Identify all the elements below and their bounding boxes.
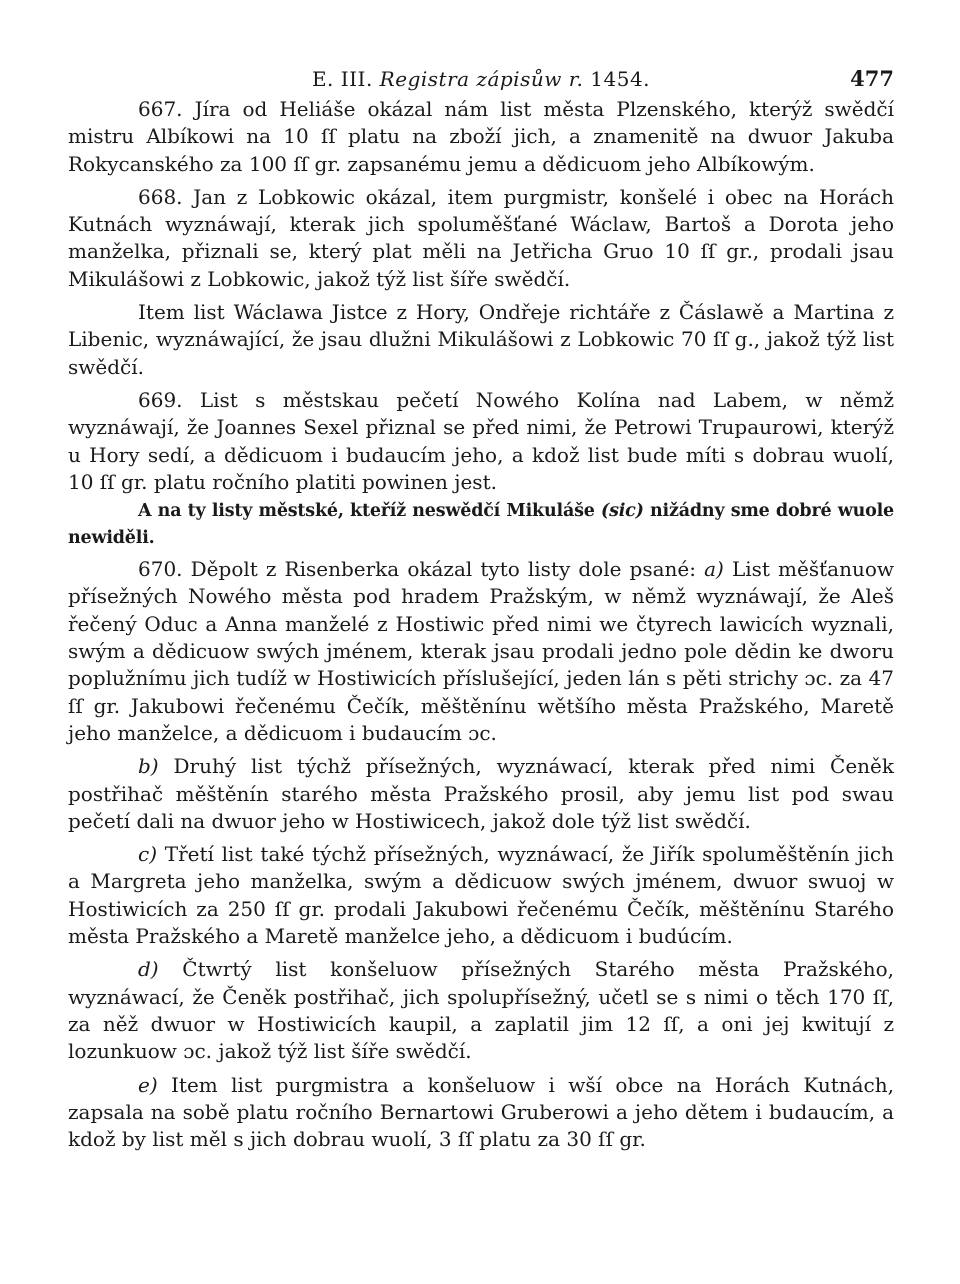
entry-text: Item list Wáclawa Jistce z Hory, Ondřeje richtáře z Čáslawě a Martina z Libenic, wyznáwající, že jsau dlužni Mikulášowi z Lobkowic 70 ſſ g., jakož týž list swědčí. <box>68 300 894 379</box>
entry-number: 669. <box>138 387 183 412</box>
year-label: 1454. <box>590 67 651 91</box>
register-title: Registra zápisůw r. <box>379 67 584 91</box>
entry-670-item-c <box>68 841 894 950</box>
entry-670-item-d <box>68 956 894 1065</box>
item-letter: a) <box>704 557 724 582</box>
entry-number: 670. <box>138 557 183 582</box>
entry-number: 668. <box>138 184 183 209</box>
item-text: Čtwrtý list konšeluow přísežných Starého města Pražského, wyznáwací, že Čeněk postřihač, jich spolupřísežný, učetl se s nimi o těch 170 ſſ, za něž dwuor w Hostiwicích kaupil, a zaplatil jim 12 ſſ, a oni jej kwitují z lozunkuow ɔc. jakož týž list šíře swědčí. <box>68 957 895 1064</box>
item-letter: c) <box>138 842 158 867</box>
item-text: List měšťanuow přísežných Nowého města pod hradem Pražským, w němž wyznáwají, že Aleš řečený Oduc a Anna manželé z Hostiwic před nimi we čtyrech lawicích wyznali, swým a dědicuow swých jménem, kterak jsau prodali jedno pole dědin ke dworu poplužnímu jich tudíž w Hostiwicích příslušející, jeden lán s pěti strichy ɔc. za 47 ſſ gr. Jakubowi řečenému Čečík, měštěnínu wětšího města Pražského, Maretě jeho manželce, a dědicuom i budaucím ɔc. <box>68 557 894 745</box>
entry-670-item-e <box>68 1072 894 1154</box>
section-label: E. III. <box>311 67 373 91</box>
entry-text: Jíra od Heliáše okázal nám list města Plzenského, kterýž swědčí mistru Albíkowi na 10 ſſ platu na zboží jich, a znamenitě na dwuor Jakuba Rokycanského za 100 ſſ gr. zapsanému jemu a dědicuom jeho Albíkowým. <box>68 97 895 176</box>
item-text: Item list purgmistra a konšeluow i wší obce na Horách Kutnách, zapsala na sobě platu ročního Bernartowi Gruberowi a jeho dětem i budaucím, a kdož by list měl s jich dobrau wuolí, 3 ſſ platu za 30 ſſ gr. <box>68 1072 894 1152</box>
marginal-note <box>68 498 894 552</box>
entry-668 <box>68 184 894 293</box>
entry-667 <box>68 96 894 178</box>
entry-text: Jan z Lobkowic okázal, item purgmistr, konšelé i obec na Horách Kutnách wyznáwají, kterak jich spoluměšťané Wáclaw, Bartoš a Dorota jeho manželka, přiznali se, který plat měli na Jetřicha Gruo 10 ſſ gr., prodali jsau Mikulášowi z Lobkowic, jakož týž list šíře swědčí. <box>68 184 895 291</box>
note-text-before: A na ty listy městské, kteříž neswědčí Mikuláše <box>138 501 595 522</box>
entry-668-item <box>68 299 894 381</box>
entry-670-item-b <box>68 753 894 835</box>
page-number: 477 <box>850 66 894 91</box>
entry-text: List s městskau pečetí Nowého Kolína nad Labem, w němž wyznáwají, že Joannes Sexel přiznal se před nimi, že Petrowi Trupaurowi, kterýž u Hory sedí, a dědicuom i budaucím jeho, a kdož list bude míti s dobrau wuolí, 10 ſſ gr. platu ročního platiti powinen jest. <box>68 387 894 494</box>
running-head-title <box>68 62 894 96</box>
entry-669 <box>68 387 894 496</box>
item-text: Druhý list týchž přísežných, wyznáwací, kterak před nimi Čeněk postřihač měštěnín starého města Pražského prosil, aby jemu list pod swau pečetí dali na dwuor jeho w Hostiwicech, jakož dole týž list swědčí. <box>68 754 894 833</box>
entry-670 <box>68 556 894 747</box>
entry-intro: Děpolt z Risenberka okázal tyto listy dole psané: <box>190 557 697 582</box>
item-text: Třetí list také týchž přísežných, wyznáwací, že Jiřík spoluměštěnín jich a Margreta jeho manželka, swým a dědicuow swých jménem, dwuor swuoj w Hostiwicích za 250 ſſ gr. prodali Jakubowi řečenému Čečík, měštěnínu Starého města Pražského a Maretě manželce jeho, a dědicuom i budúcím. <box>68 842 895 949</box>
entry-number: 667. <box>138 97 183 121</box>
note-sic: (sic) <box>601 501 644 522</box>
note-text-after: nižádny sme dobré wuole newiděli. <box>68 501 894 549</box>
item-letter: b) <box>138 754 159 779</box>
document-page <box>68 62 894 1153</box>
item-letter: d) <box>138 957 159 982</box>
item-letter: e) <box>138 1072 158 1097</box>
running-head <box>68 62 894 96</box>
